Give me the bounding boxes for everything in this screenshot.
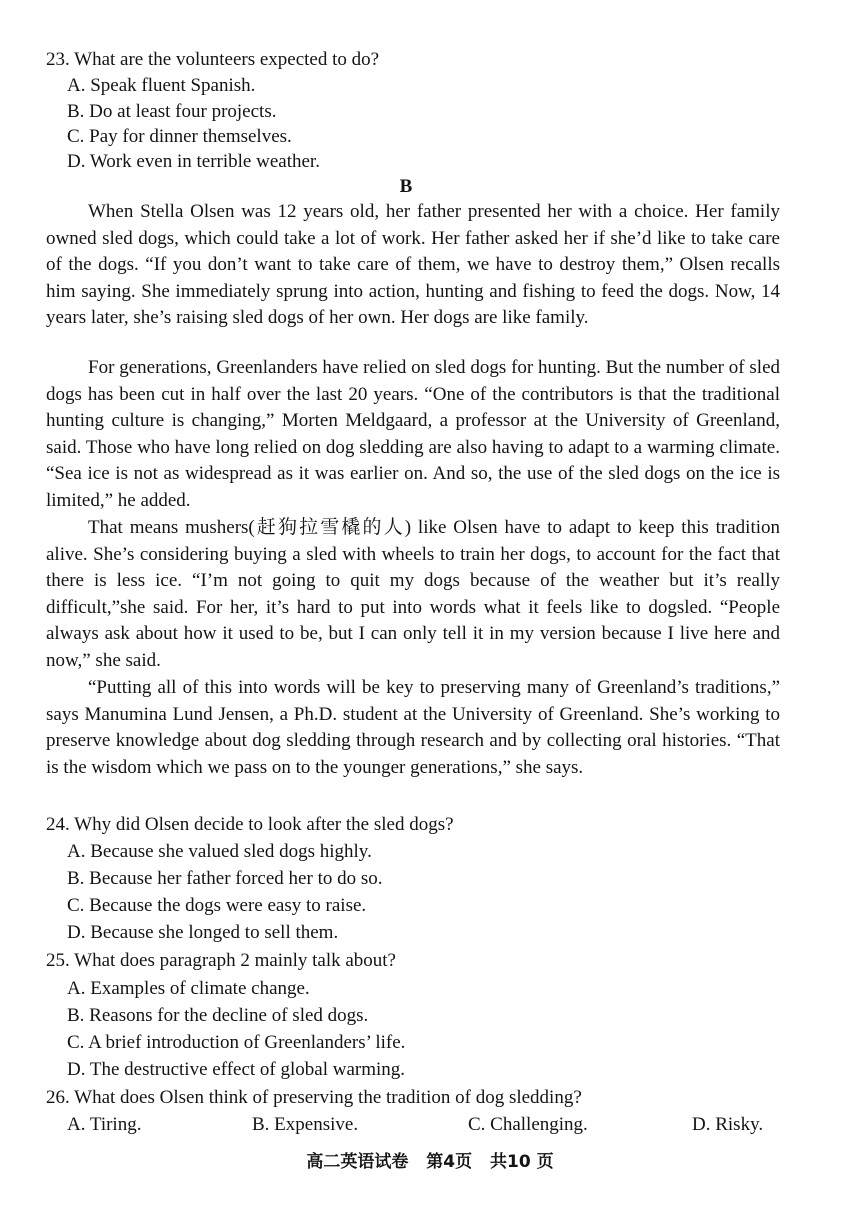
q23-option-c: C. Pay for dinner themselves. [67, 126, 292, 147]
question-26: 26. What does Olsen think of preserving the tradition of dog sledding? [46, 1087, 582, 1108]
question-24: 24. Why did Olsen decide to look after the sled dogs? [46, 814, 454, 835]
passage-paragraph-2: For generations, Greenlanders have relied on sled dogs for hunting. But the number of sled dogs has been cut in half over the last 20 years. “One of the contributors is that the traditional hunting culture is changing,” Morten Meldgaard, a professor at the University of Greenland, said. Those who have long relied on dog sledding are also having to adapt to a warming climate. “Sea ice is not as widespread as it was earlier on. And so, the use of the sled dogs on the ice is limited,” he added. [46, 357, 780, 511]
q24-option-d: D. Because she longed to sell them. [67, 922, 339, 943]
q26-option-b: B. Expensive. [252, 1114, 359, 1135]
q25-option-b: B. Reasons for the decline of sled dogs. [67, 1005, 369, 1026]
q23-option-a: A. Speak fluent Spanish. [67, 75, 256, 96]
q23-option-d: D. Work even in terrible weather. [67, 151, 320, 172]
q24-option-a: A. Because she valued sled dogs highly. [67, 841, 372, 862]
page-footer [0, 1150, 860, 1174]
footer-page-number: 第4页 [426, 1152, 473, 1172]
q26-option-d: D. Risky. [692, 1114, 764, 1135]
passage-paragraph-3: That means mushers(赶狗拉雪橇的人) like Olsen have to adapt to keep this tradition alive. She’s considering buying a sled with wheels to train her dogs, to account for the fact that there is less ice. “I’m not going to quit my dogs because of the weather but it’s really difficult,”she said. For her, it’s hard to put into words what it feels like to dogsled. “People always ask about how it used to be, but I can only tell it in my version because I live here and now,” she said. [46, 517, 780, 671]
q26-option-c: C. Challenging. [468, 1114, 588, 1135]
passage-paragraph-1: When Stella Olsen was 12 years old, her father presented her with a choice. Her family owned sled dogs, which could take a lot of work. Her father asked her if she’d like to take care of the dogs. “If you don’t want to take care of them, we have to destroy them,” Olsen recalls him saying. She immediately sprung into action, hunting and fishing to feed the dogs. Now, 14 years later, she’s raising sled dogs of her own. Her dogs are like family. [46, 201, 780, 329]
q25-option-a: A. Examples of climate change. [67, 978, 310, 999]
section-heading-b: B [399, 176, 413, 197]
q26-option-a: A. Tiring. [67, 1114, 142, 1135]
footer-exam-title: 高二英语试卷 [306, 1152, 409, 1172]
question-25: 25. What does paragraph 2 mainly talk about? [46, 950, 396, 971]
q24-option-c: C. Because the dogs were easy to raise. [67, 895, 367, 916]
q25-option-c: C. A brief introduction of Greenlanders’ life. [67, 1032, 406, 1053]
footer-total-pages: 共10 页 [490, 1152, 554, 1172]
q25-option-d: D. The destructive effect of global warming. [67, 1059, 406, 1080]
passage-paragraph-4: “Putting all of this into words will be key to preserving many of Greenland’s traditions,” says Manumina Lund Jensen, a Ph.D. student at the University of Greenland. She’s working to preserve knowledge about dog sledding through research and by collecting oral histories. “That is the wisdom which we pass on to the younger generations,” she says. [46, 677, 780, 778]
q24-option-b: B. Because her father forced her to do so. [67, 868, 383, 889]
q23-option-b: B. Do at least four projects. [67, 101, 277, 122]
question-23: 23. What are the volunteers expected to do? [46, 49, 380, 70]
